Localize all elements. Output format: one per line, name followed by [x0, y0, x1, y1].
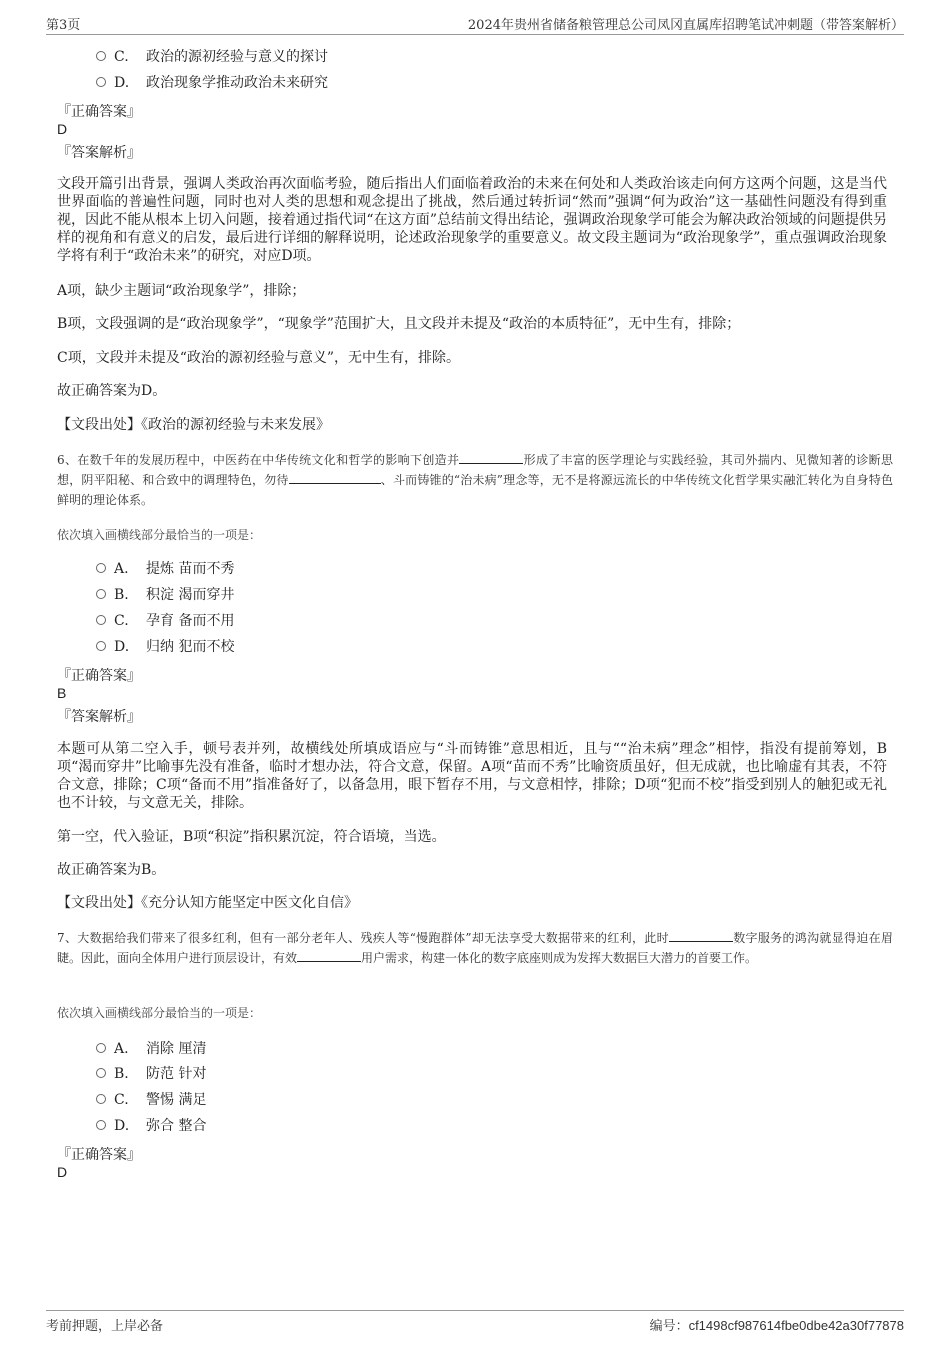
radio-icon[interactable]	[96, 1068, 106, 1078]
q5-option-c[interactable]: C. 政治的源初经验与意义的探讨	[96, 47, 328, 67]
q5-answer-label: 『正确答案』	[57, 104, 141, 120]
blank-1	[459, 451, 523, 464]
q5-answer: D	[57, 121, 68, 137]
document-title: 2024年贵州省储备粮管理总公司凤冈直属库招聘笔试冲刺题（带答案解析）	[467, 18, 904, 33]
q7-option-d[interactable]: D. 弥合 整合	[96, 1116, 206, 1136]
q6-answer-label: 『正确答案』	[57, 668, 141, 684]
q6-analysis-para: 本题可从第二空入手，顿号表并列，故横线处所填成语应与“斗而铸锥”意思相近，且与““治未病”理念”相悖，指没有提前筹划，B项“渴而穿井”比喻事先没有准备，临时才想办法，符合文意，保留。A项“苗而不秀”比喻资质虽好，但无成就，也比喻虚有其表，不符合文意，排除；C项“备而不用”指准备好了，以备急用，眼下暂存不用，与文意相悖，排除；D项“犯而不校”指受到别人的触犯或无礼也不计较，与文意无关，排除。	[57, 741, 887, 811]
q5-option-d[interactable]: D. 政治现象学推动政治未来研究	[96, 73, 328, 93]
q7-option-c[interactable]: C. 警惕 满足	[96, 1090, 206, 1110]
q6-source: 【文段出处】《充分认知方能坚定中医文化自信》	[57, 895, 358, 911]
q7-prompt: 依次填入画横线部分最恰当的一项是：	[57, 1006, 262, 1020]
q6-prompt: 依次填入画横线部分最恰当的一项是：	[57, 528, 262, 542]
q5-analysis-label: 『答案解析』	[57, 145, 141, 161]
q6-option-c[interactable]: C. 孕育 备而不用	[96, 611, 234, 631]
radio-icon[interactable]	[96, 563, 106, 573]
blank-1	[669, 929, 733, 942]
radio-icon[interactable]	[96, 1043, 106, 1053]
q6-analysis-label: 『答案解析』	[57, 709, 141, 725]
q7-option-a[interactable]: A. 消除 厘清	[96, 1039, 206, 1059]
footer-slogan: 考前押题，上岸必备	[46, 1319, 164, 1334]
radio-icon[interactable]	[96, 1120, 106, 1130]
q6-option-b[interactable]: B. 积淀 渴而穿井	[96, 585, 234, 605]
radio-icon[interactable]	[96, 77, 106, 87]
radio-icon[interactable]	[96, 1094, 106, 1104]
page-header	[46, 14, 904, 35]
document-code: 编号：cf1498cf987614fbe0dbe42a30f77878	[649, 1318, 904, 1333]
q5-source: 【文段出处】《政治的源初经验与未来发展》	[57, 417, 330, 433]
q5-analysis-a: A项，缺少主题词“政治现象学”，排除；	[57, 283, 306, 299]
blank-2	[297, 949, 361, 962]
radio-icon[interactable]	[96, 615, 106, 625]
q5-analysis-c: C项，文段并未提及“政治的源初经验与意义”，无中生有，排除。	[57, 350, 461, 366]
q5-analysis-b: B项，文段强调的是“政治现象学”，“现象学”范围扩大，且文段并未提及“政治的本质特征”，无中生有，排除；	[57, 316, 741, 332]
q6-option-d[interactable]: D. 归纳 犯而不校	[96, 637, 234, 657]
page-footer	[46, 1310, 904, 1335]
radio-icon[interactable]	[96, 589, 106, 599]
q6-answer: B	[57, 685, 67, 701]
q5-analysis-para: 文段开篇引出背景，强调人类政治再次面临考验，随后指出人们面临着政治的未来在何处和人类政治该走向何方这两个问题，这是当代世界面临的普遍性问题，同时也对人类的思想和观念提出了挑战，然后通过转折词“然而”强调“何为政治”这一基础性问题没有得到重视，因此不能从根本上切入问题，接着通过指代词“在这方面”总结前文得出结论，强调政治现象学可能会为解决政治领域的问题提供另样的视角和有意义的启发，最后进行详细的解释说明，论述政治现象学的重要意义。故文段主题词为“政治现象学”，重点强调政治现象学将有利于“政治未来”的研究，对应D项。	[57, 176, 887, 264]
q7-answer: D	[57, 1164, 68, 1180]
q5-conclusion: 故正确答案为D。	[57, 383, 167, 399]
radio-icon[interactable]	[96, 51, 106, 61]
q6-stem: 6、在数千年的发展历程中，中医药在中华传统文化和哲学的影响下创造并 形成了丰富的医学理论与实践经验，其司外揣内、见微知著的诊断思想，阴平阳秘、和合致中的调理特色，勿待 、斗而铸锥的“治未病”理念等，无不是将源远流长的中华传统文化哲学果实融汇转化为自身特色鲜明的理论体系。	[57, 453, 893, 507]
q7-answer-label: 『正确答案』	[57, 1147, 141, 1163]
q6-option-a[interactable]: A. 提炼 苗而不秀	[96, 559, 234, 579]
q7-stem: 7、大数据给我们带来了很多红利，但有一部分老年人、残疾人等“慢跑群体”却无法享受大数据带来的红利，此时 数字服务的鸿沟就显得迫在眉睫。因此，面向全体用户进行顶层设计，有效 用户需求，构建一体化的数字底座则成为发挥大数据巨大潜力的首要工作。	[57, 931, 893, 965]
q6-analysis-first-blank: 第一空，代入验证，B项“积淀”指积累沉淀，符合语境，当选。	[57, 829, 446, 845]
blank-2	[289, 471, 381, 484]
page-number: 第3页	[46, 18, 81, 33]
radio-icon[interactable]	[96, 641, 106, 651]
q7-option-b[interactable]: B. 防范 针对	[96, 1064, 206, 1084]
q6-conclusion: 故正确答案为B。	[57, 862, 166, 878]
